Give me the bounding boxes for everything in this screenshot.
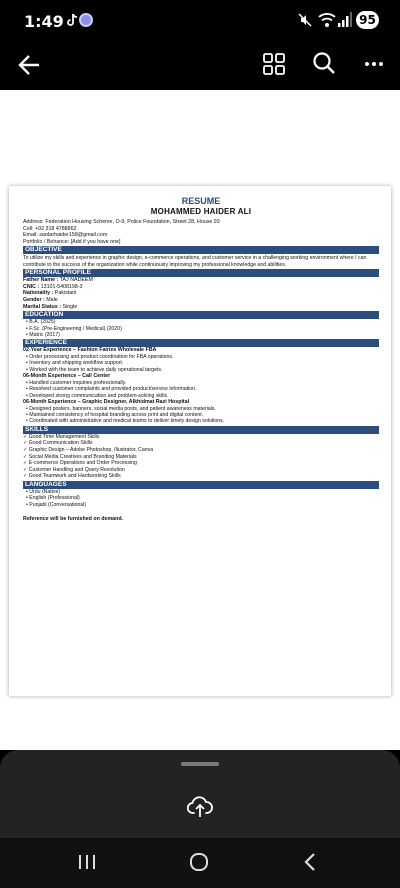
education-item: • B.A. (2025): [26, 319, 56, 326]
profile-gender: Gender : Male: [23, 296, 58, 303]
section-personal-profile: PERSONAL PROFILE: [23, 269, 379, 277]
experience-list: [23, 347, 379, 424]
job-bullet: • Handled customer inquiries professionally.: [26, 379, 127, 386]
objective-text: To utilize my skills and experience in graphic design, e-commerce operations, and customer service in a challenging working environment where I can contribute to the success of the organization while continuously improving my professional knowledge and abilities.: [23, 255, 367, 268]
education-list: [23, 319, 379, 338]
more-options-icon[interactable]: [364, 54, 384, 74]
section-objective: OBJECTIVE: [23, 246, 379, 254]
languages-list: [23, 489, 379, 508]
recents-icon[interactable]: [78, 853, 96, 871]
resume-name: MOHAMMED HAIDER ALI: [150, 207, 252, 216]
grid-view-icon[interactable]: [263, 53, 285, 75]
personal-profile-list: [23, 277, 379, 310]
job-bullet: • Resolved customer complaints and provided product/service information.: [26, 386, 197, 393]
language-item: • Urdu (Native): [26, 488, 61, 495]
profile-nationality: Nationality : Pakistani: [23, 290, 77, 297]
job-title: 06-Month Experience – Graphic Designer, Alkhidmat Razi Hospital: [23, 399, 190, 405]
job-bullet: • Worked with the team to achieve daily operational targets.: [26, 366, 163, 373]
skill-item: ✓ Social Media Creatives and Branding Materials: [23, 453, 137, 460]
job-bullet: • Inventory and shipping workflow support.: [26, 360, 124, 367]
section-education: EDUCATION: [23, 311, 379, 319]
contact-portfolio: Portfolio / Behance: [Add if you have one]: [23, 238, 121, 245]
app-notification-icon: [79, 13, 93, 27]
skill-item: ✓ Good Communication Skills: [23, 440, 93, 447]
profile-father-name: Father Name : TAJ NADEEM: [23, 277, 93, 284]
skill-item: ✓ Graphic Design – Adobe Photoshop, Illustrator, Canva: [23, 447, 154, 453]
job-title: 02-Year Experience – Fashion Fairies Wholesale FBA: [23, 347, 157, 354]
reference-note: Reference will be furnished on demand.: [23, 516, 124, 523]
back-icon[interactable]: [302, 852, 318, 872]
bottom-sheet[interactable]: [0, 750, 400, 838]
system-nav-bar: [0, 838, 400, 888]
search-icon[interactable]: [312, 51, 336, 75]
language-item: • English (Professional): [26, 495, 80, 502]
language-item: • Punjabi (Conversational): [26, 501, 87, 508]
profile-marital-status: Marital Status : Single: [23, 303, 78, 310]
status-time: 1:49: [24, 12, 64, 31]
battery-indicator: 95: [356, 11, 379, 29]
tiktok-notification-icon: [66, 13, 78, 27]
status-bar: [0, 0, 400, 40]
job-bullet: • Designed posters, banners, social media posts, and patient awareness materials.: [26, 405, 216, 412]
profile-cnic: CNIC : 13101-5408198-3: [23, 283, 83, 290]
mute-icon: [298, 13, 312, 27]
job-bullet: • Order processing and product coordination for FBA operations.: [26, 353, 174, 360]
job-bullet: • Maintained consistency of hospital branding across print and digital content.: [26, 412, 204, 418]
skill-item: ✓ E-commerce Operations and Order Processing: [23, 460, 137, 467]
signal-icon: [338, 12, 352, 27]
education-item: • Matric (2017): [26, 331, 60, 338]
skills-list: [23, 434, 379, 480]
section-experience: EXPERIENCE: [23, 339, 379, 347]
contact-address: Address: Federation Housing Scheme, O-9, Police Foundation, Street 28, House 93: [23, 219, 220, 225]
skill-item: ✓ Customer Handling and Query Resolution: [23, 466, 125, 473]
contact-block: [23, 219, 379, 245]
skill-item: ✓ Good Teamwork and Hardworking Skills: [23, 473, 121, 480]
resume-title: RESUME: [181, 196, 221, 206]
contact-email: Email: sardarhaider158@gmail.com: [23, 232, 108, 239]
skill-item: ✓ Good Time Management Skills: [23, 433, 100, 440]
section-languages: LANGUAGES: [23, 481, 379, 489]
back-arrow-icon[interactable]: [16, 51, 44, 79]
app-bar: [0, 40, 400, 90]
home-icon[interactable]: [189, 852, 209, 872]
education-item: • F.Sc. (Pre-Engineering / Medical) (2020): [26, 325, 122, 332]
section-skills: SKILLS: [23, 426, 379, 434]
sheet-drag-handle[interactable]: [181, 762, 219, 766]
job-bullet: • Coordinated with administrative and medical teams to deliver timely design solutions.: [26, 418, 225, 425]
document-page[interactable]: [9, 186, 391, 696]
job-bullet: • Developed strong communication and problem-solving skills.: [26, 392, 169, 399]
job-title: 06-Month Experience – Call Center: [23, 373, 111, 380]
contact-cell: Cell: +92 318 4788862: [23, 225, 77, 232]
upload-cloud-icon[interactable]: [187, 794, 213, 818]
document-viewer[interactable]: [0, 90, 400, 750]
wifi-icon: [318, 12, 336, 28]
